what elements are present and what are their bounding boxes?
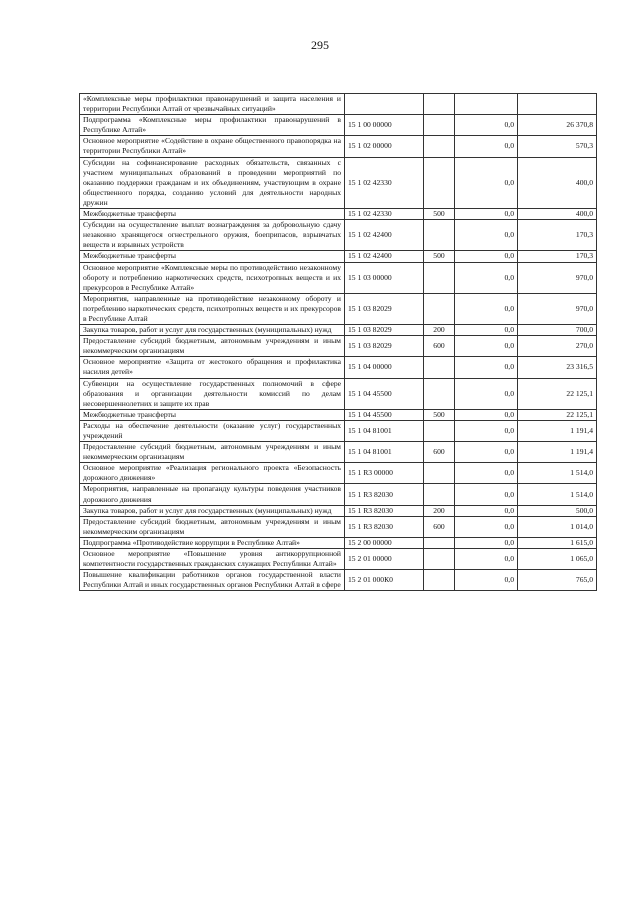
page-number: 295 <box>311 38 329 52</box>
row-expense-type-cell <box>424 537 455 548</box>
row-code-cell: 15 1 03 82029 <box>345 325 424 336</box>
row-value-2-cell: 1 191,4 <box>518 420 597 441</box>
row-code-cell: 15 1 03 82029 <box>345 293 424 324</box>
row-value-1-cell: 0,0 <box>455 516 518 537</box>
row-value-2-cell <box>518 94 597 115</box>
table-row <box>80 570 597 591</box>
row-name-cell: Основное мероприятие «Содействие в охране общественного правопорядка на территории Республики Алтай» <box>80 136 345 157</box>
row-expense-type-cell: 200 <box>424 325 455 336</box>
row-code-cell: 15 2 01 000К0 <box>345 570 424 591</box>
row-value-1-cell: 0,0 <box>455 463 518 484</box>
row-expense-type-cell <box>424 357 455 378</box>
row-value-1-cell: 0,0 <box>455 420 518 441</box>
row-value-2-cell: 400,0 <box>518 209 597 220</box>
row-name-cell: Основное мероприятие «Защита от жестокого обращения и профилактика насилия детей» <box>80 357 345 378</box>
row-expense-type-cell <box>424 293 455 324</box>
row-value-1-cell: 0,0 <box>455 220 518 251</box>
row-value-1-cell: 0,0 <box>455 357 518 378</box>
row-code-cell: 15 1 R3 82030 <box>345 516 424 537</box>
row-expense-type-cell <box>424 115 455 136</box>
row-code-cell: 15 1 02 00000 <box>345 136 424 157</box>
table-row <box>80 115 597 136</box>
row-name-cell: Предоставление субсидий бюджетным, автономным учреждениям и иным некоммерческим организациям <box>80 516 345 537</box>
row-code-cell: 15 1 04 45500 <box>345 378 424 409</box>
row-expense-type-cell: 600 <box>424 442 455 463</box>
table-row <box>80 136 597 157</box>
row-name-cell: Закупка товаров, работ и услуг для государственных (муниципальных) нужд <box>80 505 345 516</box>
row-expense-type-cell: 500 <box>424 251 455 262</box>
table-row <box>80 537 597 548</box>
row-name-cell: Повышение квалификации работников органов государственной власти Республики Алтай и иных государственных органов Республики Алтай в сфере <box>80 570 345 591</box>
row-name-cell: Закупка товаров, работ и услуг для государственных (муниципальных) нужд <box>80 325 345 336</box>
row-name-cell: Предоставление субсидий бюджетным, автономным учреждениям и иным некоммерческим организациям <box>80 442 345 463</box>
row-value-1-cell: 0,0 <box>455 409 518 420</box>
row-value-2-cell: 23 316,5 <box>518 357 597 378</box>
row-expense-type-cell <box>424 94 455 115</box>
row-code-cell: 15 1 02 42330 <box>345 209 424 220</box>
row-value-2-cell: 1 191,4 <box>518 442 597 463</box>
table-row <box>80 484 597 505</box>
row-value-2-cell: 700,0 <box>518 325 597 336</box>
row-name-cell: Подпрограмма «Противодействие коррупции в Республике Алтай» <box>80 537 345 548</box>
row-expense-type-cell <box>424 157 455 208</box>
row-expense-type-cell: 200 <box>424 505 455 516</box>
row-value-1-cell: 0,0 <box>455 251 518 262</box>
row-name-cell: Межбюджетные трансферты <box>80 251 345 262</box>
table-row <box>80 420 597 441</box>
row-value-1-cell: 0,0 <box>455 484 518 505</box>
row-value-2-cell: 765,0 <box>518 570 597 591</box>
row-code-cell: 15 1 04 81001 <box>345 420 424 441</box>
row-value-2-cell: 970,0 <box>518 293 597 324</box>
row-code-cell: 15 1 02 42400 <box>345 220 424 251</box>
row-name-cell: Мероприятия, направленные на пропаганду культуры поведения участников дорожного движения <box>80 484 345 505</box>
row-name-cell: Расходы на обеспечение деятельности (оказание услуг) государственных учреждений <box>80 420 345 441</box>
row-value-1-cell: 0,0 <box>455 293 518 324</box>
table-row <box>80 409 597 420</box>
row-value-1-cell: 0,0 <box>455 157 518 208</box>
row-value-2-cell: 400,0 <box>518 157 597 208</box>
table-row <box>80 505 597 516</box>
row-expense-type-cell: 600 <box>424 516 455 537</box>
row-code-cell: 15 2 01 00000 <box>345 549 424 570</box>
table-row <box>80 157 597 208</box>
row-expense-type-cell: 500 <box>424 209 455 220</box>
row-value-2-cell: 1 615,0 <box>518 537 597 548</box>
table-row <box>80 336 597 357</box>
row-value-2-cell: 1 065,0 <box>518 549 597 570</box>
row-value-1-cell: 0,0 <box>455 325 518 336</box>
table-row <box>80 463 597 484</box>
row-expense-type-cell <box>424 378 455 409</box>
row-value-2-cell: 22 125,1 <box>518 378 597 409</box>
row-name-cell: Межбюджетные трансферты <box>80 409 345 420</box>
row-name-cell: Основное мероприятие «Повышение уровня антикоррупционной компетентности государственных гражданских служащих Республики Алтай» <box>80 549 345 570</box>
row-code-cell: 15 1 02 42400 <box>345 251 424 262</box>
row-code-cell: 15 2 00 00000 <box>345 537 424 548</box>
table-row <box>80 251 597 262</box>
row-code-cell: 15 1 03 82029 <box>345 336 424 357</box>
row-value-1-cell: 0,0 <box>455 442 518 463</box>
row-value-2-cell: 1 514,0 <box>518 463 597 484</box>
row-value-1-cell: 0,0 <box>455 378 518 409</box>
row-expense-type-cell <box>424 262 455 293</box>
row-code-cell: 15 1 04 45500 <box>345 409 424 420</box>
table-row <box>80 378 597 409</box>
row-name-cell: Предоставление субсидий бюджетным, автономным учреждениям и иным некоммерческим организациям <box>80 336 345 357</box>
row-expense-type-cell <box>424 463 455 484</box>
table-row <box>80 442 597 463</box>
row-expense-type-cell <box>424 136 455 157</box>
budget-table <box>79 93 597 591</box>
row-value-1-cell: 0,0 <box>455 209 518 220</box>
row-name-cell: «Комплексные меры профилактики правонарушений и защита населения и территории Республики Алтай от чрезвычайных ситуаций» <box>80 94 345 115</box>
row-value-2-cell: 570,3 <box>518 136 597 157</box>
row-value-1-cell: 0,0 <box>455 262 518 293</box>
row-code-cell <box>345 94 424 115</box>
row-value-2-cell: 26 370,8 <box>518 115 597 136</box>
row-code-cell: 15 1 02 42330 <box>345 157 424 208</box>
row-name-cell: Подпрограмма «Комплексные меры профилактики правонарушений в Республике Алтай» <box>80 115 345 136</box>
row-name-cell: Субвенции на осуществление государственных полномочий в сфере образования и организации деятельности комиссий по делам несовершеннолетних и защите их прав <box>80 378 345 409</box>
row-code-cell: 15 1 00 00000 <box>345 115 424 136</box>
row-code-cell: 15 1 R3 00000 <box>345 463 424 484</box>
table-row <box>80 516 597 537</box>
row-value-1-cell: 0,0 <box>455 505 518 516</box>
table-row <box>80 209 597 220</box>
row-expense-type-cell <box>424 549 455 570</box>
row-value-1-cell: 0,0 <box>455 570 518 591</box>
row-name-cell: Субсидии на осуществление выплат вознаграждения за добровольную сдачу незаконно хранящегося огнестрельного оружия, боеприпасов, взрывчатых веществ и взрывных устройств <box>80 220 345 251</box>
row-name-cell: Субсидии на софинансирование расходных обязательств, связанных с участием муниципальных образований в проведении мероприятий по оказанию поддержки гражданам и их объединениям, участвующим в охране общественного порядка, созданию условий для деятельности народных дружин <box>80 157 345 208</box>
table-row <box>80 220 597 251</box>
table-row <box>80 325 597 336</box>
row-code-cell: 15 1 R3 82030 <box>345 484 424 505</box>
table-row <box>80 549 597 570</box>
row-name-cell: Мероприятия, направленные на противодействие незаконному обороту и потреблению наркотических средств, психотропных веществ и их прекурсоров в Республике Алтай <box>80 293 345 324</box>
table-row <box>80 94 597 115</box>
row-expense-type-cell <box>424 420 455 441</box>
row-value-2-cell: 170,3 <box>518 220 597 251</box>
row-value-2-cell: 500,0 <box>518 505 597 516</box>
row-code-cell: 15 1 03 00000 <box>345 262 424 293</box>
row-code-cell: 15 1 04 00000 <box>345 357 424 378</box>
row-value-2-cell: 1 514,0 <box>518 484 597 505</box>
row-expense-type-cell <box>424 220 455 251</box>
row-expense-type-cell <box>424 484 455 505</box>
row-value-1-cell: 0,0 <box>455 136 518 157</box>
row-name-cell: Основное мероприятие «Реализация регионального проекта «Безопасность дорожного движения» <box>80 463 345 484</box>
row-code-cell: 15 1 04 81001 <box>345 442 424 463</box>
budget-table-body <box>80 94 597 591</box>
row-expense-type-cell: 600 <box>424 336 455 357</box>
row-name-cell: Основное мероприятие «Комплексные меры по противодействию незаконному обороту и потреблению наркотических средств, психотропных веществ и их прекурсоров в Республике Алтай» <box>80 262 345 293</box>
table-row <box>80 293 597 324</box>
row-code-cell: 15 1 R3 82030 <box>345 505 424 516</box>
row-name-cell: Межбюджетные трансферты <box>80 209 345 220</box>
row-value-1-cell: 0,0 <box>455 549 518 570</box>
row-value-2-cell: 22 125,1 <box>518 409 597 420</box>
row-value-2-cell: 170,3 <box>518 251 597 262</box>
table-row <box>80 262 597 293</box>
row-value-1-cell: 0,0 <box>455 537 518 548</box>
row-value-2-cell: 270,0 <box>518 336 597 357</box>
row-expense-type-cell: 500 <box>424 409 455 420</box>
row-value-1-cell: 0,0 <box>455 115 518 136</box>
row-expense-type-cell <box>424 570 455 591</box>
table-row <box>80 357 597 378</box>
row-value-1-cell <box>455 94 518 115</box>
row-value-2-cell: 1 014,0 <box>518 516 597 537</box>
row-value-2-cell: 970,0 <box>518 262 597 293</box>
row-value-1-cell: 0,0 <box>455 336 518 357</box>
